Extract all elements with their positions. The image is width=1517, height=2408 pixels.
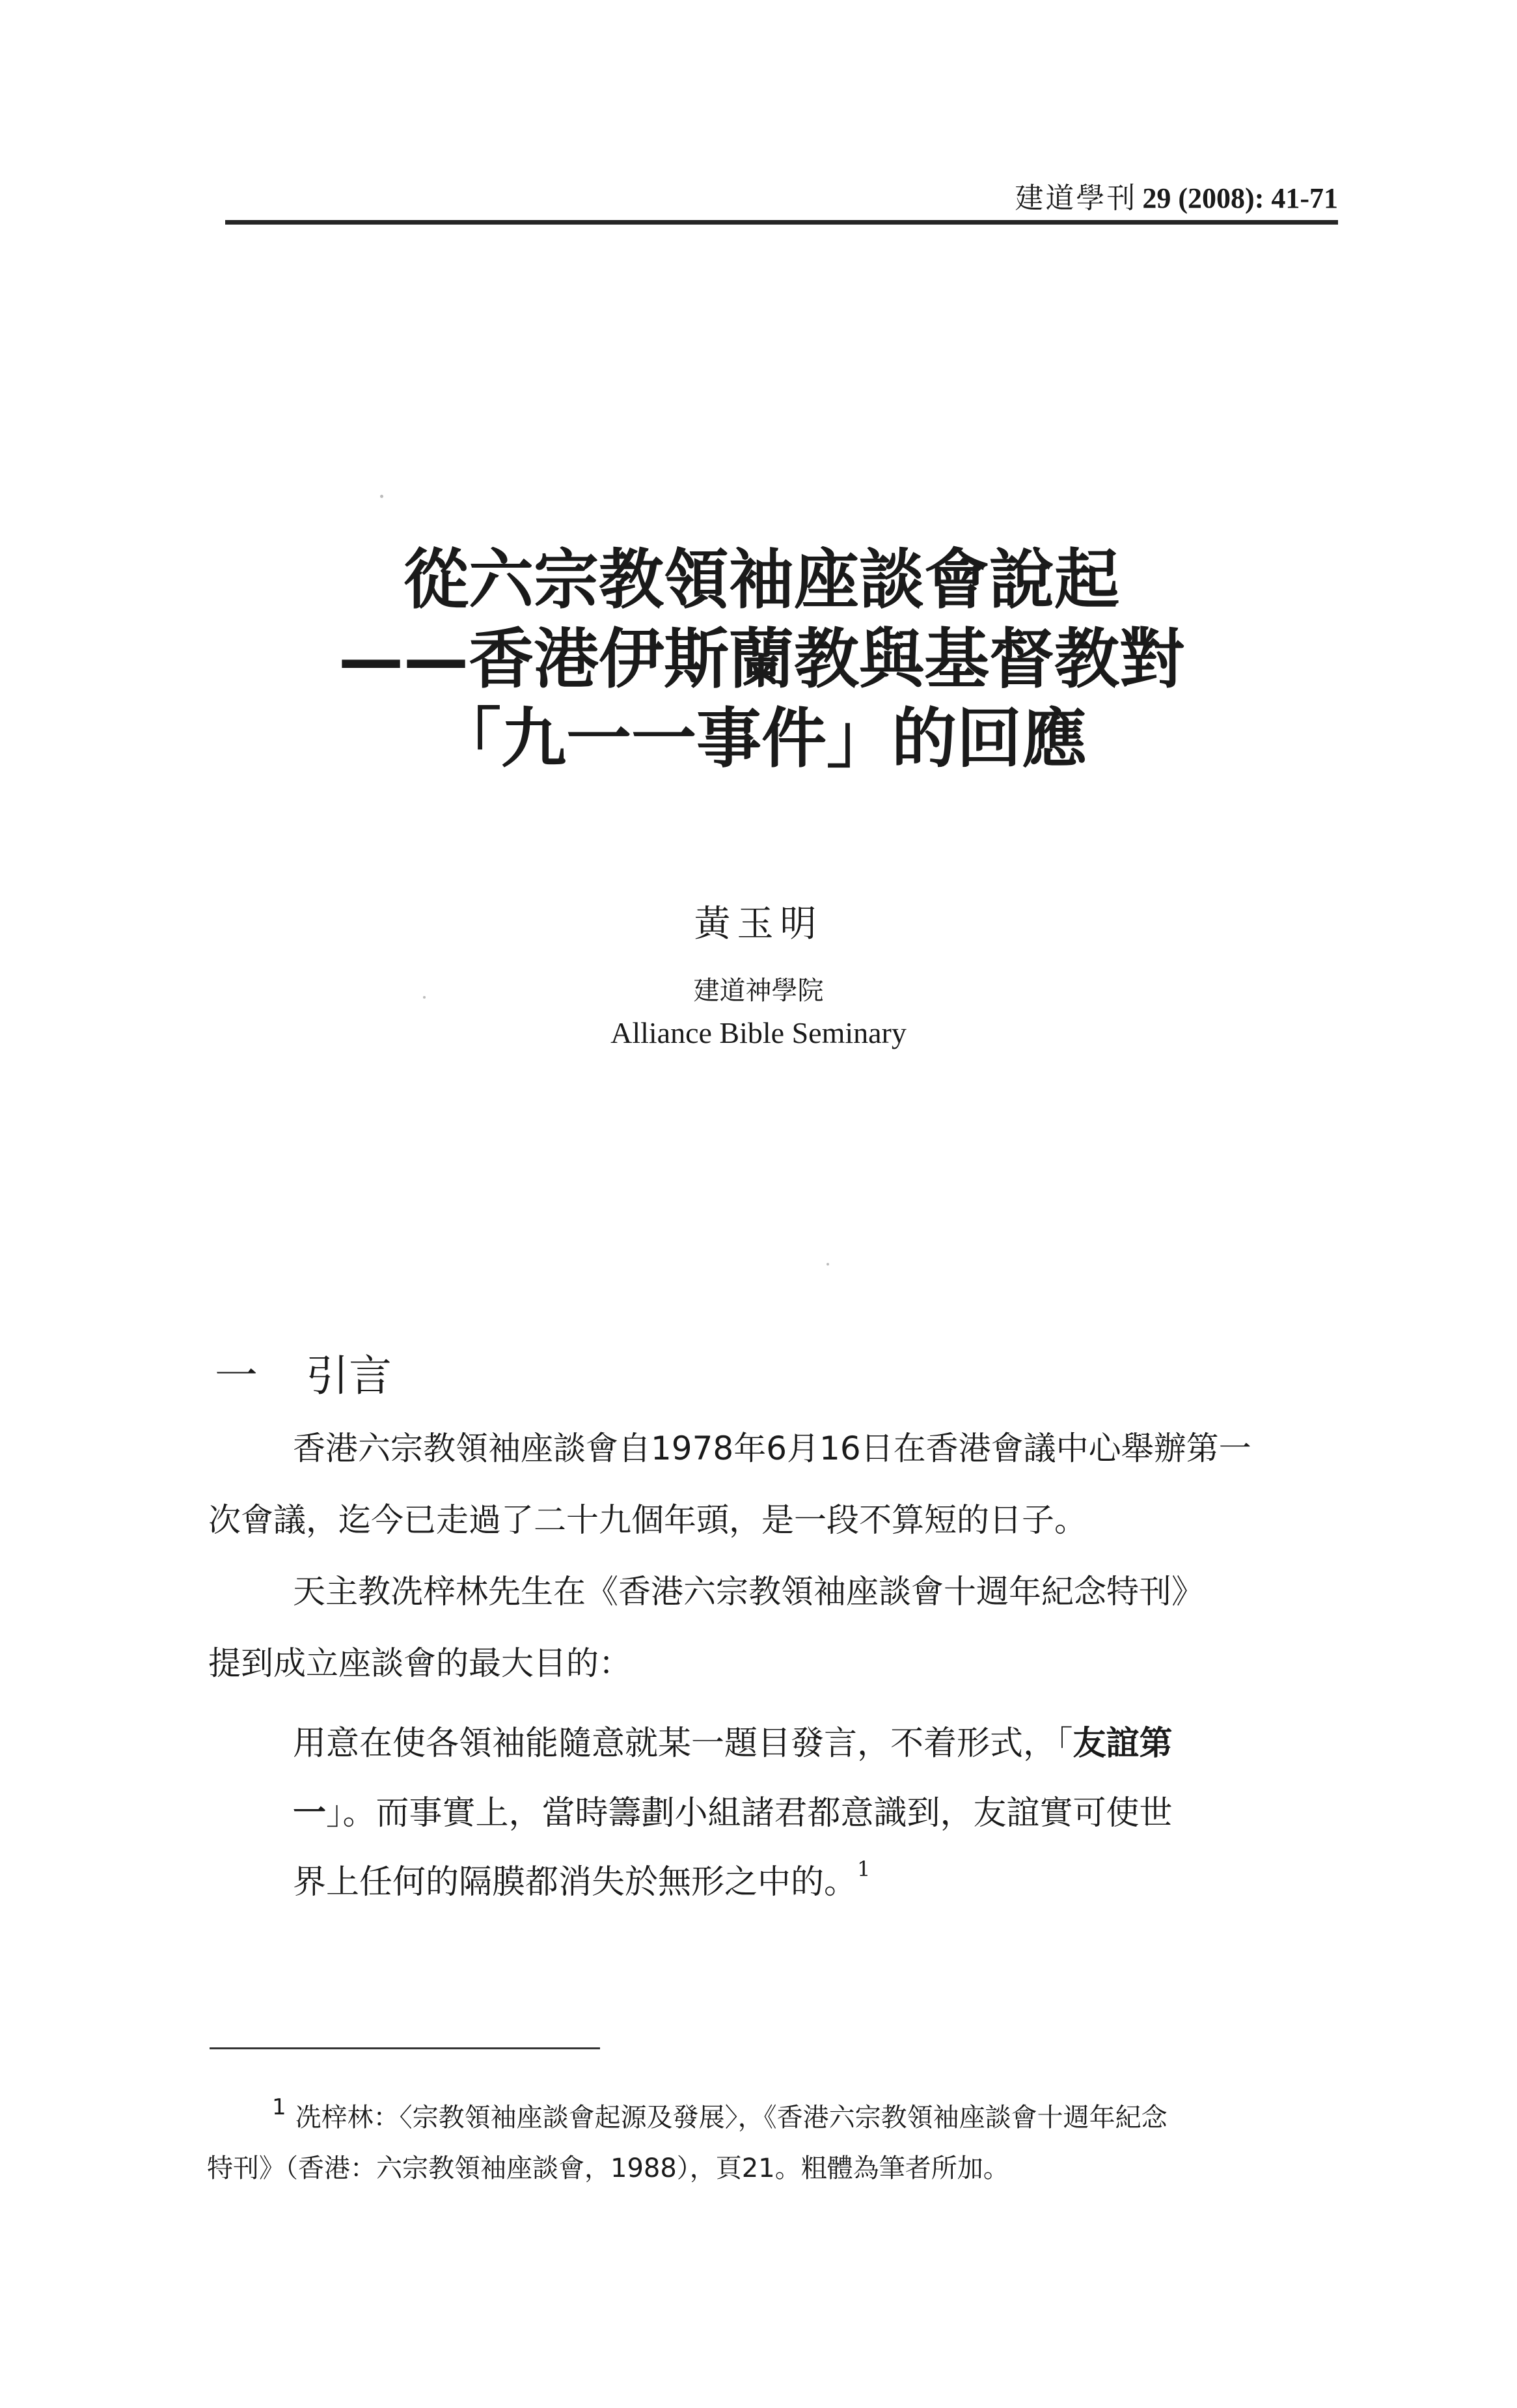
author-name: 黃玉明: [694, 903, 823, 945]
journal-name: 建道學刊: [1015, 182, 1138, 215]
paragraph-line: 次會議，迄今已走過了二十九個年頭，是一段不算短的日子。: [208, 1501, 1087, 1539]
header-rule: [225, 220, 1338, 225]
quote-text: 」。而事實上，當時籌劃小組諸君都意識到，友誼實可使世: [326, 1794, 1173, 1833]
footnote-text: 冼梓林：〈宗教領袖座談會起源及發展〉，《香港六宗教領袖座談會十週年紀念: [295, 2103, 1168, 2133]
block-quote: [293, 1709, 1321, 1920]
journal-citation: 29 (2008): 41-71: [1142, 182, 1338, 214]
quote-text: 用意在使各領袖能隨意就某一題目發言，不着形式，「: [293, 1724, 1073, 1763]
section-title: 引言: [306, 1351, 392, 1401]
article-title: [273, 540, 1250, 779]
footnote-mark: 1: [272, 2094, 286, 2120]
quote-bold-text: 一: [293, 1793, 327, 1833]
affiliation-english: Alliance Bible Seminary: [610, 1016, 907, 1049]
footnote-line: [207, 2093, 1326, 2144]
paragraph-line: 提到成立座談會的最大目的：: [208, 1644, 631, 1682]
footnote-line: 特刊》（香港：六宗教領袖座談會，1988），頁21。粗體為筆者所加。: [207, 2153, 1009, 2183]
quote-line: [293, 1778, 1321, 1848]
scan-speck: [380, 495, 383, 498]
section-number: 一: [215, 1351, 258, 1401]
quote-line: [293, 1709, 1321, 1778]
running-head: [1015, 174, 1338, 216]
quote-text: 界上任何的隔膜都消失於無形之中的。: [293, 1863, 858, 1902]
scan-speck: [423, 996, 426, 999]
quote-line: [293, 1848, 1321, 1920]
section-heading: [215, 1341, 392, 1403]
footnote-reference[interactable]: 1: [857, 1857, 871, 1881]
footnote: [207, 2093, 1326, 2193]
body-paragraph: [208, 1556, 1315, 1699]
paragraph-line: 香港六宗教領袖座談會自1978年6月16日在香港會議中心舉辦第一: [293, 1430, 1251, 1467]
title-line: 「九一一事件」的回應: [436, 700, 1087, 777]
title-line: ——香港伊斯蘭教與基督教對: [338, 621, 1184, 697]
body-paragraph: [208, 1413, 1315, 1556]
quote-bold-text: 友誼第: [1073, 1724, 1173, 1763]
affiliation-chinese: 建道神學院: [693, 976, 824, 1006]
paragraph-line: 天主教冼梓林先生在《香港六宗教領袖座談會十週年紀念特刊》: [293, 1573, 1204, 1611]
title-line: 從六宗教領袖座談會說起: [403, 542, 1119, 618]
footnote-rule: [210, 2047, 600, 2049]
scan-speck: [827, 1263, 829, 1266]
